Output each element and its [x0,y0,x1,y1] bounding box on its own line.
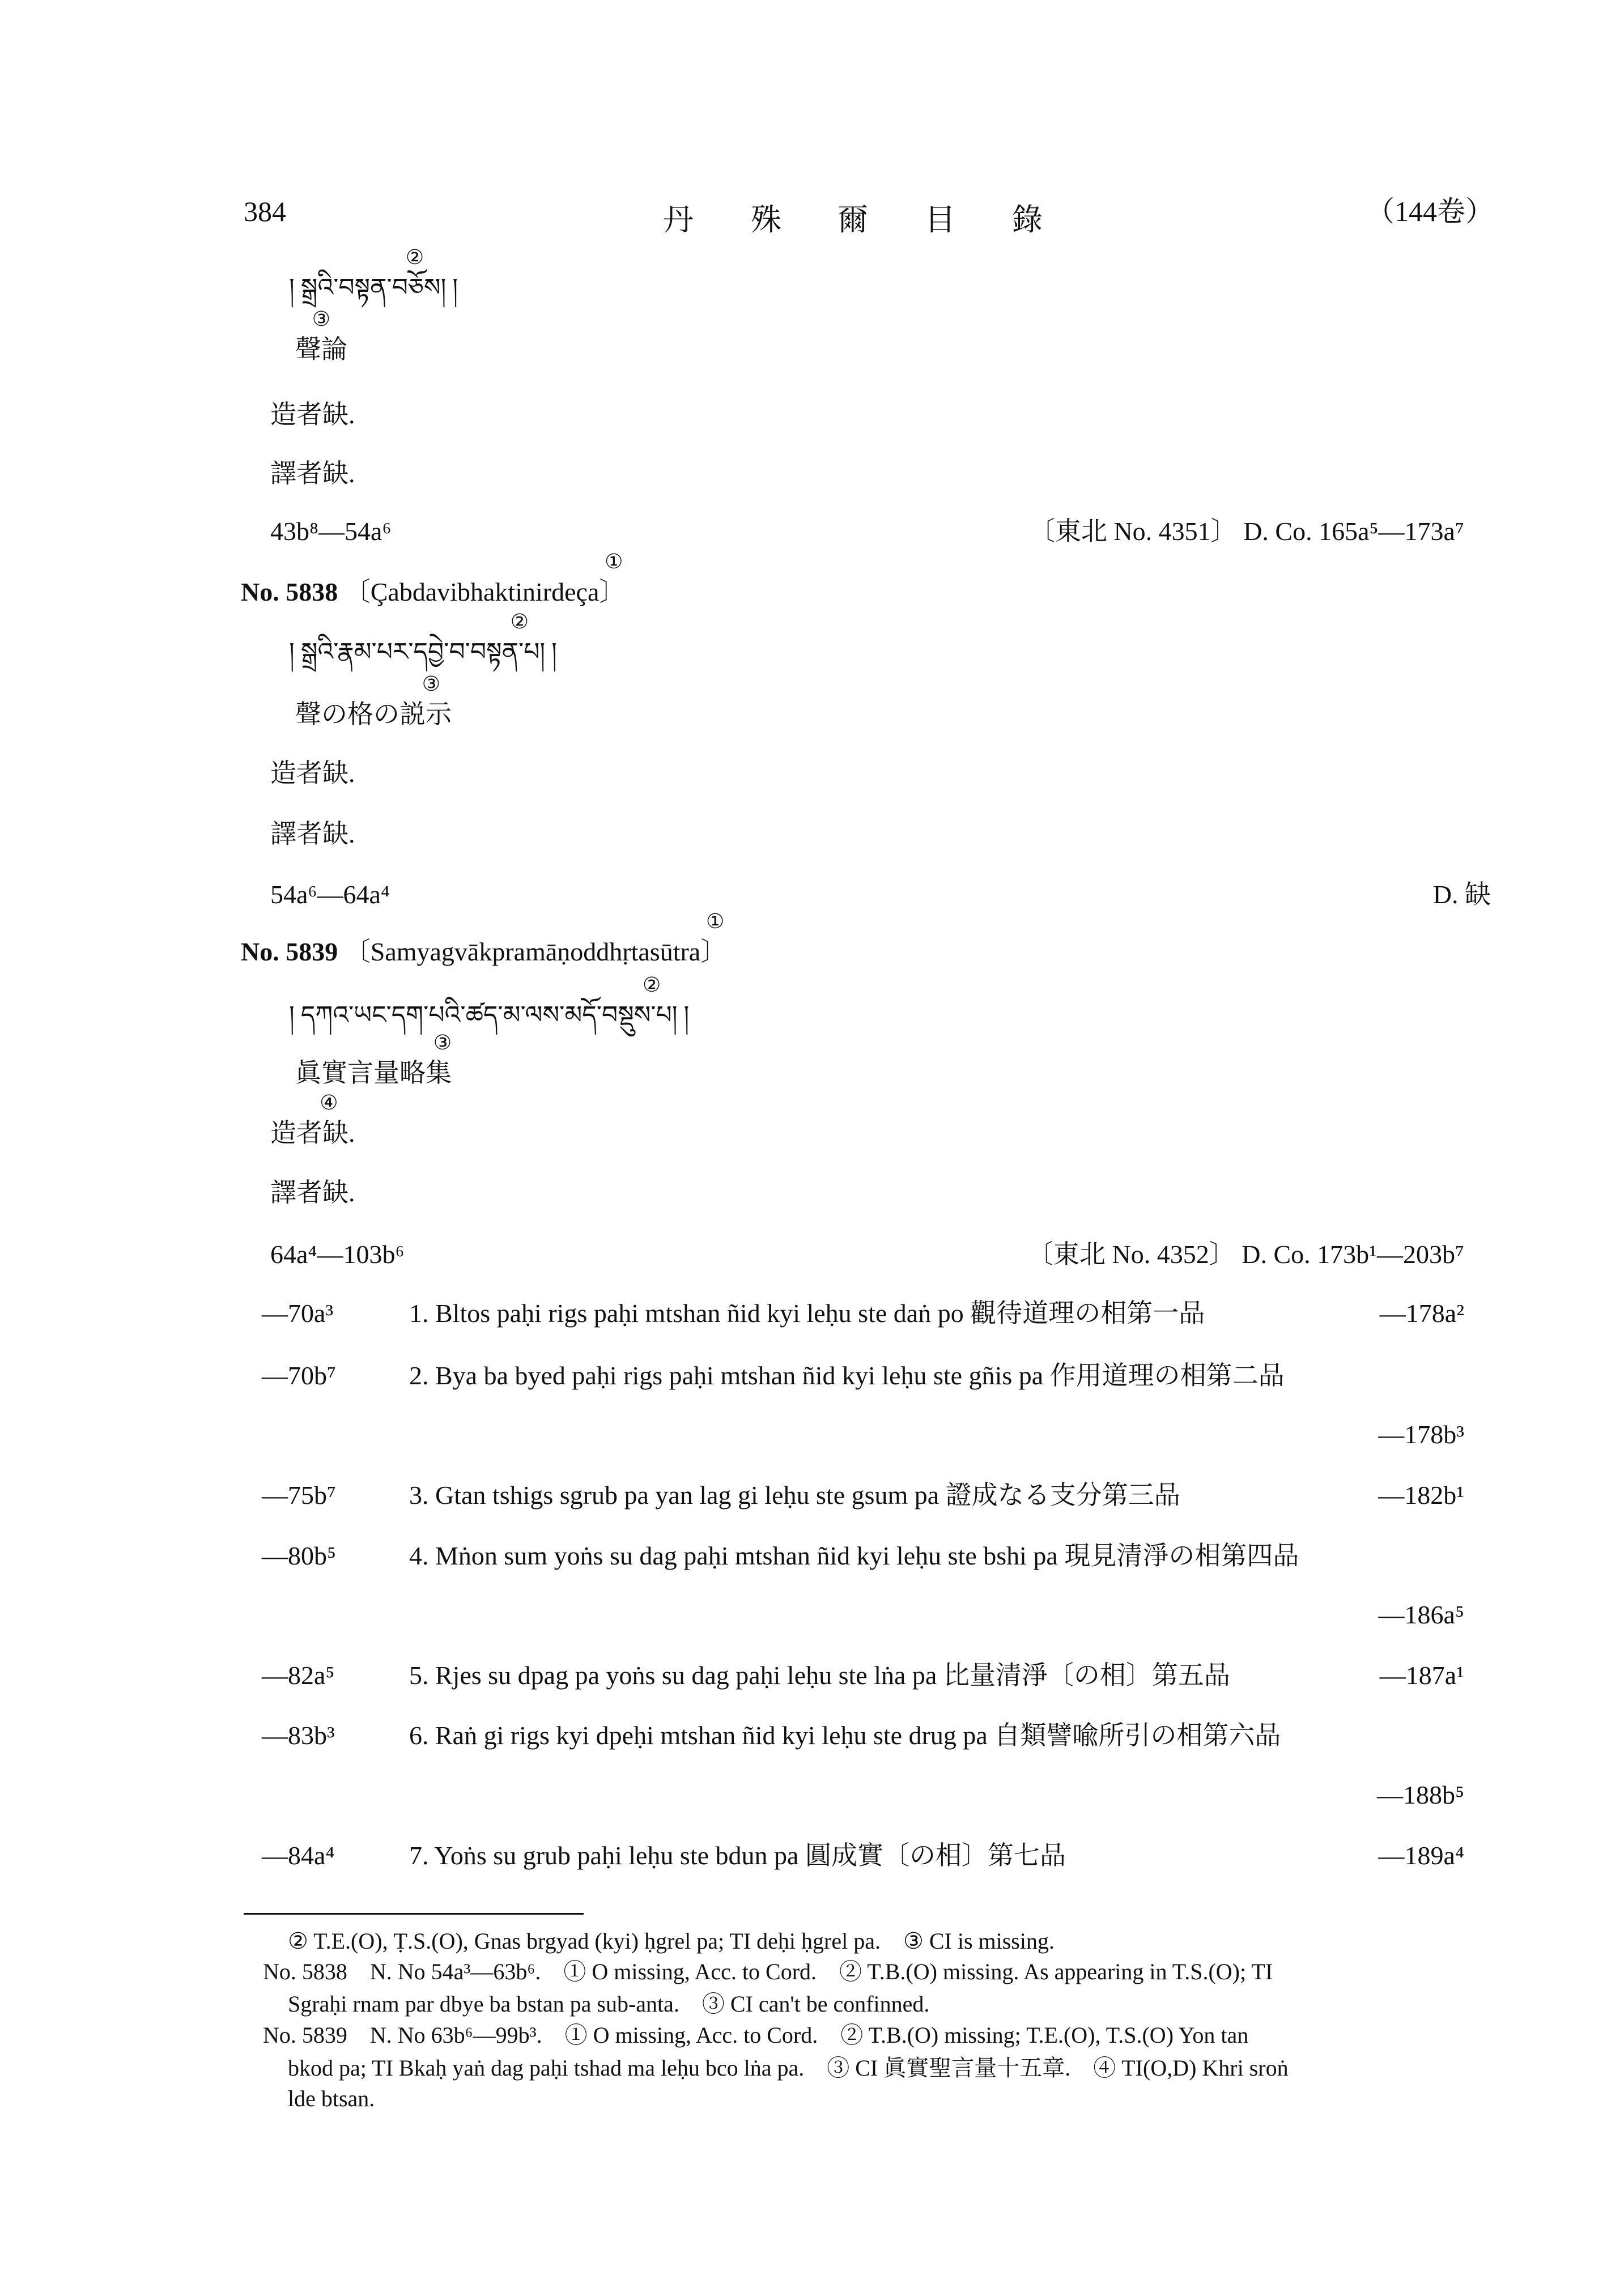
chinese-title: 聲の格の説示 [295,700,452,729]
folio-range: 43b⁸—54a⁶ [270,517,392,546]
chapter-derge-folio: —188b⁵ [1376,1780,1464,1809]
folio-range: 54a⁶—64a⁴ [270,880,390,909]
derge-range: D. Co. 165a⁵—173a⁷ [1243,517,1464,546]
running-title-char: 丹 [663,203,694,237]
footnote-line: No. 5839 N. No 63b⁶—99b³. ① O missing, Acc. to Cord. ② T.B.(O) missing; T.E.(O), T.S.(O) Yon tan [263,2022,1249,2048]
tohoku-number: 〔東北 No. 4352〕 [1027,1240,1235,1269]
footnote-line: ② T.E.(O), Ṭ.S.(O), Gnas brgyad (kyi) ḥgrel pa; TI deḥi ḥgrel pa. ③ CI is missing. [288,1928,1055,1954]
translator-line: 譯者缺. [270,1178,355,1207]
derge-range: D. Co. 173b¹—203b⁷ [1242,1240,1464,1269]
chapter-derge-folio: —178a² [1379,1299,1464,1328]
chapter-derge-folio: —187a¹ [1379,1661,1464,1690]
chapter-peking-folio: —70a³ [262,1299,334,1328]
tibetan-title: ། སྒྲའི་བསྟན་བཅོས། ། [289,274,458,301]
chapter-peking-folio: —80b⁵ [262,1541,337,1570]
tibetan-title: ། སྒྲའི་རྣམ་པར་དབྱེ་བ་བསྟན་པ། ། [289,638,557,666]
chapter-title: 2. Bya ba byed paḥi rigs paḥi mtshan ñid kyi leḥu ste gñis pa 作用道理の相第二品 [409,1361,1285,1390]
note-marker: ① [705,910,725,933]
chinese-title: 聲論 [295,335,347,364]
chapter-title: 1. Bltos paḥi rigs paḥi mtshan ñid kyi leḥu ste daṅ po 觀待道理の相第一品 [409,1299,1205,1328]
running-title-char: 爾 [837,203,868,237]
translator-line: 譯者缺. [270,819,355,848]
author-line: 造者缺. [270,1119,355,1147]
sanskrit-title: 〔Çabdavibhaktinirdeça〕 [344,577,626,606]
folio-range: 64a⁴—103b⁶ [270,1240,405,1269]
running-title-char: 目 [925,203,955,237]
chapter-peking-folio: —83b³ [262,1721,335,1750]
volume-label: （144卷） [1366,195,1494,227]
running-title-char: 殊 [751,203,781,237]
chapter-peking-folio: —84a⁴ [262,1841,335,1870]
entry-number: No. 5838 [241,577,338,606]
tohoku-number: 〔東北 No. 4351〕 [1028,517,1237,546]
chapter-title: 6. Raṅ gi rigs kyi dpeḥi mtshan ñid kyi leḥu ste drug pa 自類譬喩所引の相第六品 [409,1721,1281,1750]
footnote-divider [244,1913,584,1915]
chapter-peking-folio: —70b⁷ [262,1361,337,1390]
running-title-char: 錄 [1012,203,1043,237]
chapter-title: 7. Yoṅs su grub paḥi leḥu ste bdun pa 圓成實〔の相〕第七品 [409,1841,1066,1870]
note-marker: ③ [312,308,330,330]
chapter-derge-folio: —186a⁵ [1378,1600,1464,1629]
note-marker: ① [605,550,623,573]
chapter-title: 3. Gtan tshigs sgrub pa yan lag gi leḥu ste gsum pa 證成なる支分第三品 [409,1481,1180,1510]
footnote-line: Sgraḥi rnam par dbye ba bstan pa sub-anta. ③ CI can't be confinned. [288,1991,930,2017]
entry-number: No. 5839 [241,937,338,966]
author-line: 造者缺. [270,400,355,429]
chapter-derge-folio: —178b³ [1378,1420,1464,1449]
note-marker: ③ [433,1031,452,1054]
note-marker: ② [643,973,661,996]
footnote-line: No. 5838 N. No 54a³—63b⁶. ① O missing, Acc. to Cord. ② T.B.(O) missing. As appearing in T.S.(O); TI [263,1959,1273,1984]
author-line: 造者缺. [270,759,355,788]
chapter-derge-folio: —189a⁴ [1378,1841,1464,1870]
footnote-line: bkod pa; TI Bkaḥ yaṅ dag paḥi tshad ma leḥu bco lṅa pa. ③ CI 眞實聖言量十五章. ④ TI(O,D) Khri sroṅ [288,2055,1289,2081]
translator-line: 譯者缺. [270,459,355,488]
note-marker: ④ [320,1091,338,1114]
chinese-title: 眞實言量略集 [295,1058,452,1087]
footnote-line: lde btsan. [288,2086,375,2111]
note-marker: ③ [422,673,440,695]
derge-range: D. 缺 [1432,880,1491,909]
chapter-title: 5. Rjes su dpag pa yoṅs su dag paḥi leḥu ste lṅa pa 比量清淨〔の相〕第五品 [409,1661,1230,1690]
chapter-peking-folio: —75b⁷ [262,1481,337,1510]
tibetan-title: ། དཀའ་ཡང་དག་པའི་ཚད་མ་ལས་མདོ་བསྡུས་པ། ། [289,1001,690,1029]
sanskrit-title: 〔Samyagvākpramāṇoddhṛtasūtra〕 [344,937,727,966]
chapter-derge-folio: —182b¹ [1378,1481,1464,1510]
note-marker: ② [510,610,529,633]
note-marker: ② [405,246,424,269]
chapter-peking-folio: —82a⁵ [262,1661,335,1690]
chapter-title: 4. Mṅon sum yoṅs su dag paḥi mtshan ñid kyi leḥu ste bshi pa 現見清淨の相第四品 [409,1541,1299,1570]
page-number: 384 [244,195,286,227]
